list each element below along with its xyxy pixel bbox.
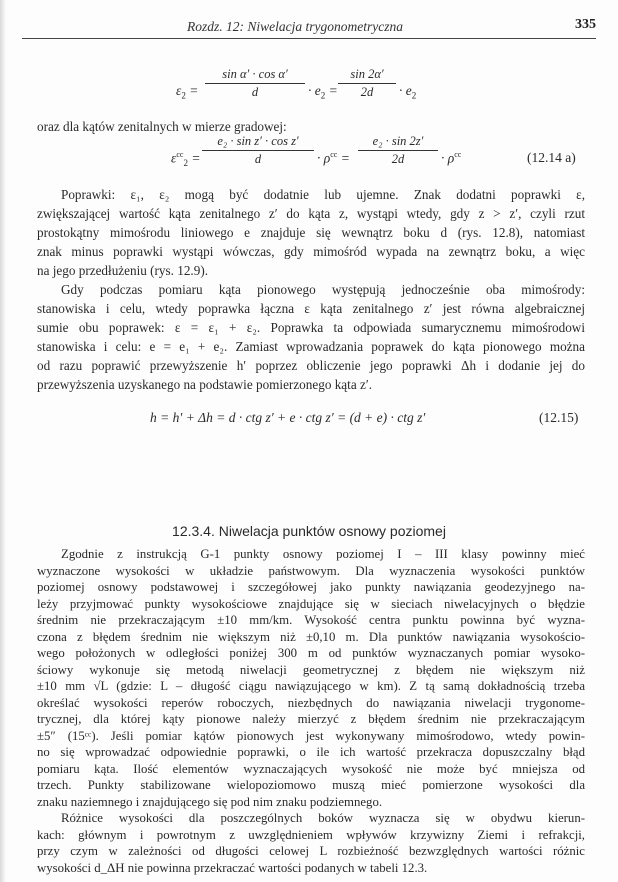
paragraph-line: przewyższenia uzyskanego na podstawie pomierzonego kąta z′. [37, 377, 372, 392]
equation-number-12-14a: (12.14 a) [527, 150, 576, 165]
page-header [22, 16, 596, 39]
paragraph-line: trycznej, dla której kąty pionowe należy mierzyć z błędem średnim nie przekraczającym [37, 712, 585, 726]
paragraph-line: Zgodnie z instrukcją G-1 punkty osnowy poziomej I – III klasy powinny mieć [61, 547, 585, 561]
paragraph-line: wyznaczone wysokości w układzie państwowym. Dla wyznaczenia wysokości punktów [37, 563, 585, 578]
paragraph-line: kach: głównym i powrotnym z uwzględnieniem wpływów krzywizny Ziemi i refrakcji, [37, 827, 585, 842]
paragraph-line: Gdy podczas pomiaru kąta pionowego występują jednocześnie oba mimośrody: [61, 282, 585, 297]
paragraph-line: określać wysokości reperów roboczych, niezbędnych do nawiązania niwelacji trygonome- [37, 695, 585, 710]
eq1-mid-factor: · $e_2$ = [308, 83, 338, 101]
eq1-tail-factor: · $e_2$ [399, 83, 417, 101]
paragraph-line: leży przyjmować punkty wysokościowe znajdujące się w sieciach niwelacyjnych o błędzie [37, 596, 585, 611]
paragraph-line: średnim nie przekraczającym ±10 mm/km. Wysokość centra punktu powinna być wyzna- [37, 613, 585, 627]
paragraph-line: wysokości d_ΔH nie powinna przekraczać wartości podanych w tabeli 12.3. [37, 860, 428, 875]
paragraph-line: pomiaru kąta. Ilość elementów wyznaczających wysokość nie może być mniejsza od [37, 761, 585, 776]
eq1-lhs: $\varepsilon_2$ = [176, 83, 199, 101]
paragraph-line: wego położonych w odległości poniżej 300 m od punktów wyznaczanych pomiar wysoko- [37, 646, 585, 660]
paragraph-line: poziomej osnowy podstawowej i szczegółowej jako punkty nawiązania geodezyjnego na- [37, 580, 585, 594]
binding-shadow [0, 0, 6, 882]
eq1-fraction-2: $\frac{\sin 2\alpha'}{2d}$ [338, 67, 396, 100]
equation-number-12-15: (12.15) [539, 410, 579, 425]
paragraph-line: trzech. Punkty stabilizowane wielopoziomowo muszą mieć pomierzone wysokości dla [37, 778, 585, 792]
eq1-fraction-1: $\frac{\text{sin α′ · cos α′}}{d}$ [205, 67, 305, 100]
paragraph-line: czona z błędem średnim nie większym niż ±0,10 m. Dla punktów nawiązania wysokościo- [37, 629, 585, 644]
paragraph-line: prostokątny mimośrodu liniowego e znajduje się wewnątrz boku d (rys. 12.8), natomiast [37, 225, 585, 240]
paragraph-line: od razu poprawić przewyższenie h′ poprzez obliczenie jego poprawki Δh i dodanie jej do [37, 358, 585, 373]
paragraph-line: Poprawki: ε₁, ε₂ mogą być dodatnie lub ujemne. Znak dodatni poprawki ε, [61, 187, 585, 202]
eq2-rho-1: · $\rho^{cc}$ = [317, 150, 350, 166]
eq2-fraction-2: $\frac{\text{e₂ · sin 2z′}}{2d}$ [358, 134, 438, 167]
paragraph-line: znaku naziemnego i znajdującego się pod nim znaku podziemnego. [37, 794, 383, 809]
eq2-rho-2: · $\rho^{cc}$ [441, 150, 462, 166]
paragraph-line: no się wprowadzać odpowiednie poprawki, o ile ich wartość przekracza dopuszczalny błąd [37, 745, 585, 759]
paragraph-line: ±5″ (15ᶜᶜ). Jeśli pomiar kątów pionowych jest wykonywany mimośrodowo, wtedy powin- [37, 728, 585, 743]
eq2-fraction-1: $\frac{\text{e₂ · sin z′ · cos z′}}{d}$ [202, 134, 314, 167]
paragraph-line: ±10 mm √L (gdzie: L – długość ciągu nawiązującego w km). Z tą samą dokładnością trzeba [37, 679, 585, 693]
paragraph-line: Różnice wysokości dla poszczególnych boków wyznacza się w obydwu kierun- [61, 811, 585, 825]
intro-line: oraz dla kątów zenitalnych w mierze gradowej: [37, 119, 287, 134]
running-head: Rozdz. 12: Niwelacja trygonometryczna [187, 19, 403, 34]
paragraph-line: stanowiska i celu: e = e₁ + e₂. Zamiast wprowadzania poprawek do kąta pionowego można [37, 339, 585, 354]
eq2-lhs: $\varepsilon^{cc}_2$ = [171, 150, 201, 169]
paragraph-line: na jego przedłużeniu (rys. 12.9). [37, 263, 209, 278]
paragraph-line: ściowy wykonuje się metodą niwelacji geometrycznej z błędem nie większym niż [37, 662, 585, 677]
paragraph-line: stanowiska i celu, wtedy poprawka łączna ε kąta zenitalnego z′ jest równa algebraicznej [37, 301, 585, 316]
section-heading: 12.3.4. Niwelacja punktów osnowy poziomej [172, 523, 446, 539]
paragraph-line: sumie obu poprawek: ε = ε₁ + ε₂. Poprawka ta odpowiada sumarycznemu mimośrodowi [37, 320, 585, 335]
page-number: 335 [575, 17, 596, 32]
paragraph-line: znak minus poprawki wystąpi wówczas, gdy mimośród wypada na zewnątrz boku, a więc [37, 244, 585, 259]
eq3-formula: h = h′ + Δh = d · ctg z′ + e · ctg z′ = (d + e) · ctg z′ [150, 410, 426, 425]
paragraph-line: zwiększającej wartość kąta zenitalnego z′ do kąta z, wystąpi wtedy, gdy z > z′, czyli rzut [37, 206, 585, 221]
paragraph-line: przy czym w zależności od długości celowej L rozbieżność bezwzględnych wartości różnic [37, 844, 585, 858]
